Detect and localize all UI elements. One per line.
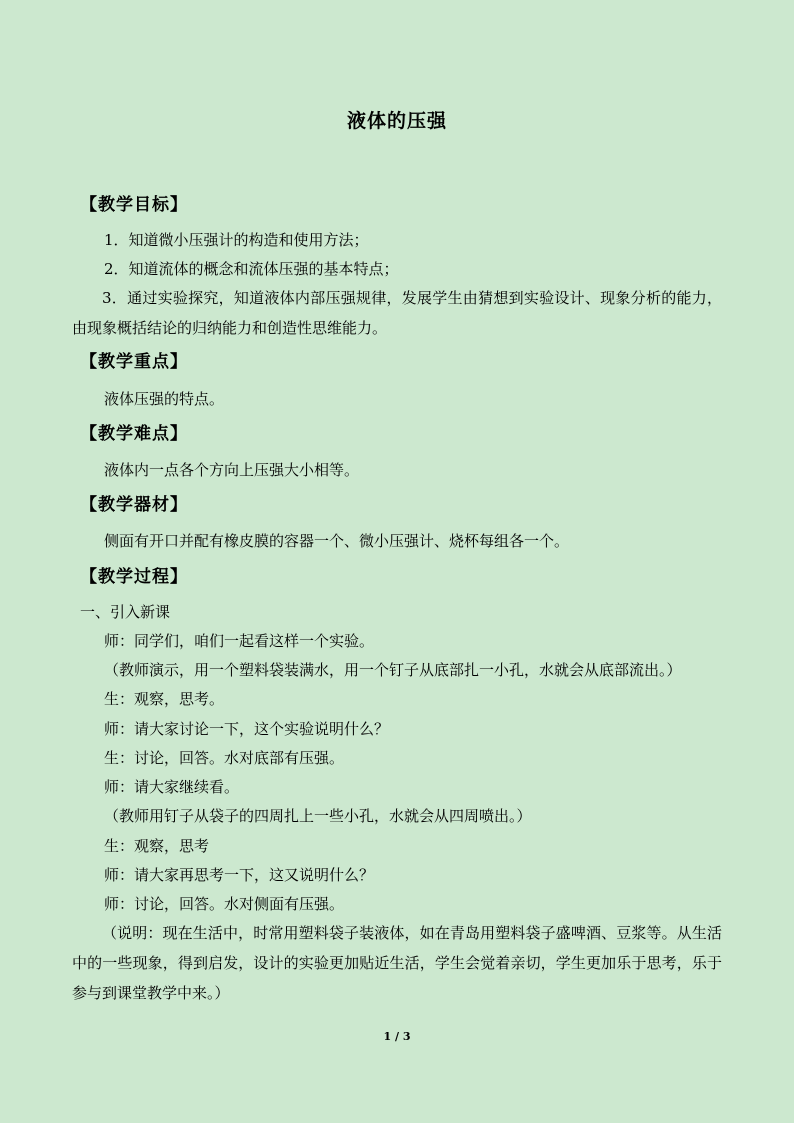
process-subheading: 一、引入新课 — [80, 603, 171, 621]
objective-item-1: 1．知道微小压强计的构造和使用方法； — [104, 231, 369, 249]
process-heading: 【教学过程】 — [80, 567, 188, 587]
key-points-text: 液体压强的特点。 — [104, 390, 225, 408]
process-line-3: 生：观察，思考。 — [104, 690, 225, 708]
process-line-2: （教师演示，用一个塑料袋装满水，用一个钉子从底部扎一小孔，水就会从底部流出。） — [104, 661, 682, 679]
objective-item-3: 3．通过实验探究，知道液体内部压强规律，发展学生由猜想到实验设计、现象分析的能力，由现象概括结论的归纳能力和创造性思维能力。 — [72, 289, 722, 337]
difficulties-text: 液体内一点各个方向上压强大小相等。 — [104, 461, 360, 479]
difficulties-heading: 【教学难点】 — [80, 424, 188, 444]
process-line-8: 生：观察，思考 — [104, 837, 210, 855]
process-line-5: 生：讨论，回答。水对底部有压强。 — [104, 749, 345, 767]
equipment-text: 侧面有开口并配有橡皮膜的容器一个、微小压强计、烧杯每组各一个。 — [104, 532, 570, 550]
process-line-4: 师：请大家讨论一下，这个实验说明什么？ — [104, 720, 390, 738]
process-line-7: （教师用钉子从袋子的四周扎上一些小孔，水就会从四周喷出。） — [104, 807, 532, 825]
key-points-heading: 【教学重点】 — [80, 352, 188, 372]
document-title: 液体的压强 — [346, 110, 447, 132]
process-note: （说明：现在生活中，时常用塑料袋子装液体，如在青岛用塑料袋子盛啤酒、豆浆等。从生活中的一些现象，得到启发，设计的实验更加贴近生活，学生会觉着亲切，学生更加乐于思考，乐于参与到课堂教学中来。） — [72, 924, 722, 1002]
process-line-9: 师：请大家再思考一下，这又说明什么？ — [104, 866, 375, 884]
equipment-heading: 【教学器材】 — [80, 495, 188, 515]
process-line-6: 师：请大家继续看。 — [104, 778, 240, 796]
page-number: 1 / 3 — [383, 1030, 411, 1043]
process-line-10: 师：讨论，回答。水对侧面有压强。 — [104, 895, 345, 913]
objectives-heading: 【教学目标】 — [80, 195, 188, 215]
objective-item-2: 2．知道流体的概念和流体压强的基本特点； — [104, 260, 399, 278]
process-line-1: 师：同学们，咱们一起看这样一个实验。 — [104, 632, 375, 650]
